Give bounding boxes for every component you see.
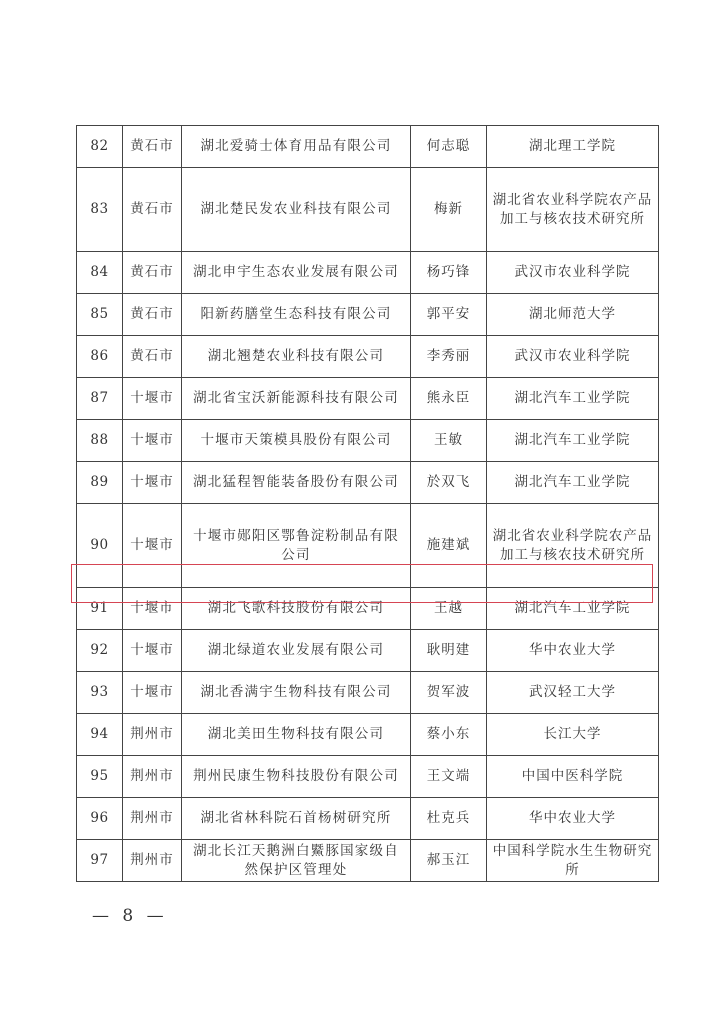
cell-company: 湖北猛程智能装备股份有限公司	[182, 462, 411, 504]
cell-number: 85	[77, 294, 123, 336]
cell-institution: 湖北省农业科学院农产品加工与核农技术研究所	[487, 504, 659, 588]
cell-number: 87	[77, 378, 123, 420]
cell-institution: 中国科学院水生生物研究所	[487, 840, 659, 882]
table-row	[77, 672, 659, 714]
cell-company: 湖北长江天鹅洲白鱀豚国家级自然保护区管理处	[182, 840, 411, 882]
cell-number: 92	[77, 630, 123, 672]
cell-institution: 武汉市农业科学院	[487, 336, 659, 378]
cell-company: 湖北省宝沃新能源科技有限公司	[182, 378, 411, 420]
cell-number: 90	[77, 504, 123, 588]
table-row	[77, 420, 659, 462]
cell-person: 梅新	[411, 168, 487, 252]
cell-person: 何志聪	[411, 126, 487, 168]
table-row	[77, 462, 659, 504]
cell-number: 91	[77, 588, 123, 630]
cell-company: 湖北爱骑士体育用品有限公司	[182, 126, 411, 168]
cell-institution: 长江大学	[487, 714, 659, 756]
cell-institution: 湖北汽车工业学院	[487, 378, 659, 420]
cell-person: 王文端	[411, 756, 487, 798]
cell-city: 黄石市	[123, 294, 182, 336]
table-row	[77, 714, 659, 756]
cell-number: 94	[77, 714, 123, 756]
cell-company: 湖北申宇生态农业发展有限公司	[182, 252, 411, 294]
cell-person: 贺军波	[411, 672, 487, 714]
table-row	[77, 252, 659, 294]
cell-number: 88	[77, 420, 123, 462]
cell-city: 黄石市	[123, 252, 182, 294]
cell-company: 湖北省林科院石首杨树研究所	[182, 798, 411, 840]
cell-city: 黄石市	[123, 336, 182, 378]
cell-number: 83	[77, 168, 123, 252]
cell-city: 十堰市	[123, 420, 182, 462]
cell-institution: 华中农业大学	[487, 798, 659, 840]
cell-person: 李秀丽	[411, 336, 487, 378]
cell-city: 十堰市	[123, 462, 182, 504]
cell-person: 王敏	[411, 420, 487, 462]
cell-city: 十堰市	[123, 588, 182, 630]
cell-number: 84	[77, 252, 123, 294]
cell-city: 荆州市	[123, 840, 182, 882]
cell-number: 97	[77, 840, 123, 882]
cell-number: 82	[77, 126, 123, 168]
cell-number: 96	[77, 798, 123, 840]
cell-institution: 湖北理工学院	[487, 126, 659, 168]
cell-city: 荆州市	[123, 756, 182, 798]
cell-city: 黄石市	[123, 126, 182, 168]
cell-person: 施建斌	[411, 504, 487, 588]
table-row	[77, 126, 659, 168]
table-row	[77, 168, 659, 252]
cell-person: 杨巧锋	[411, 252, 487, 294]
cell-company: 十堰市天策模具股份有限公司	[182, 420, 411, 462]
table-row	[77, 294, 659, 336]
cell-person: 杜克兵	[411, 798, 487, 840]
cell-city: 十堰市	[123, 672, 182, 714]
cell-person: 王越	[411, 588, 487, 630]
cell-person: 蔡小东	[411, 714, 487, 756]
enterprise-expert-table	[76, 125, 659, 882]
cell-city: 荆州市	[123, 714, 182, 756]
enterprise-table-container	[76, 125, 658, 882]
cell-person: 郭平安	[411, 294, 487, 336]
cell-institution: 湖北师范大学	[487, 294, 659, 336]
cell-company: 阳新药膳堂生态科技有限公司	[182, 294, 411, 336]
cell-company: 湖北翘楚农业科技有限公司	[182, 336, 411, 378]
cell-city: 荆州市	[123, 798, 182, 840]
table-row	[77, 378, 659, 420]
cell-person: 於双飞	[411, 462, 487, 504]
cell-institution: 中国中医科学院	[487, 756, 659, 798]
cell-institution: 武汉市农业科学院	[487, 252, 659, 294]
cell-institution: 湖北汽车工业学院	[487, 588, 659, 630]
cell-number: 95	[77, 756, 123, 798]
table-row	[77, 336, 659, 378]
cell-city: 十堰市	[123, 504, 182, 588]
page-number: — 8 —	[92, 906, 168, 926]
cell-institution: 湖北省农业科学院农产品加工与核农技术研究所	[487, 168, 659, 252]
cell-company: 湖北绿道农业发展有限公司	[182, 630, 411, 672]
table-row	[77, 588, 659, 630]
cell-company: 湖北楚民发农业科技有限公司	[182, 168, 411, 252]
cell-company: 十堰市郧阳区鄂鲁淀粉制品有限公司	[182, 504, 411, 588]
cell-company: 湖北美田生物科技有限公司	[182, 714, 411, 756]
cell-person: 熊永臣	[411, 378, 487, 420]
cell-city: 十堰市	[123, 378, 182, 420]
cell-institution: 湖北汽车工业学院	[487, 420, 659, 462]
cell-company: 湖北飞歌科技股份有限公司	[182, 588, 411, 630]
table-body	[77, 126, 659, 882]
cell-city: 十堰市	[123, 630, 182, 672]
cell-person: 郝玉江	[411, 840, 487, 882]
cell-institution: 华中农业大学	[487, 630, 659, 672]
cell-institution: 湖北汽车工业学院	[487, 462, 659, 504]
cell-number: 93	[77, 672, 123, 714]
table-row	[77, 798, 659, 840]
cell-city: 黄石市	[123, 168, 182, 252]
table-row	[77, 756, 659, 798]
cell-company: 荆州民康生物科技股份有限公司	[182, 756, 411, 798]
cell-number: 89	[77, 462, 123, 504]
cell-institution: 武汉轻工大学	[487, 672, 659, 714]
table-row	[77, 840, 659, 882]
table-row	[77, 630, 659, 672]
cell-number: 86	[77, 336, 123, 378]
table-row	[77, 504, 659, 588]
cell-person: 耿明建	[411, 630, 487, 672]
cell-company: 湖北香满宇生物科技有限公司	[182, 672, 411, 714]
